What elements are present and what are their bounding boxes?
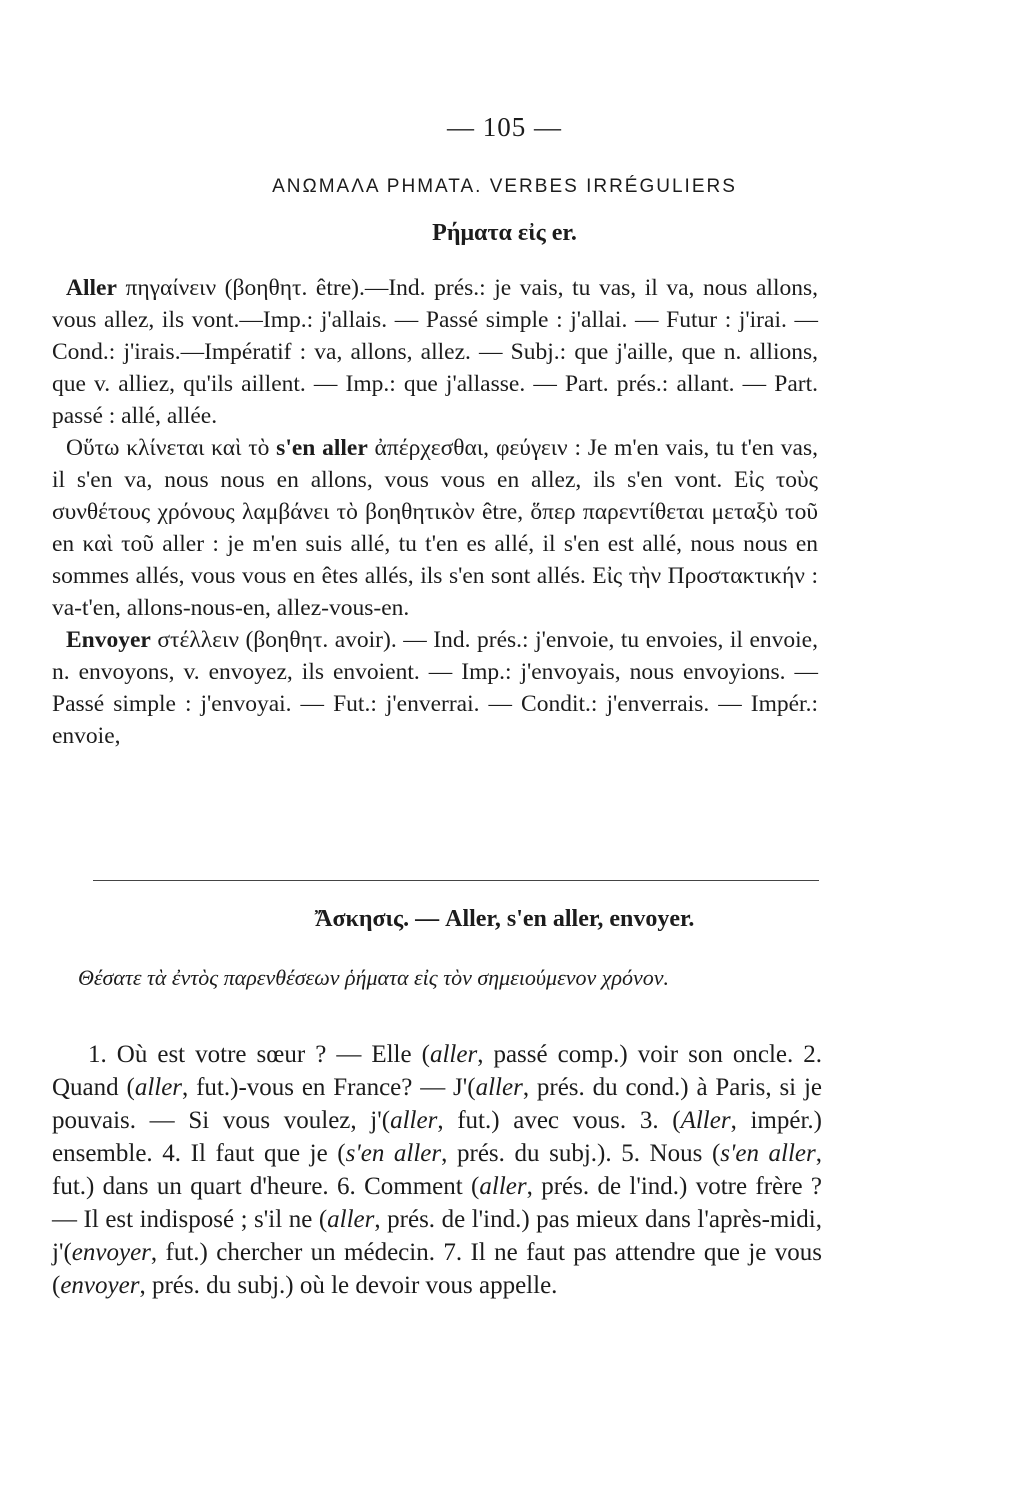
exercise-verb: aller — [327, 1206, 375, 1233]
entry-sen-aller-head: s'en aller — [276, 435, 368, 461]
exercise-segment: , prés. de l'ind.) pas mieux dans l'après-midi, j'( — [52, 1206, 823, 1266]
exercise-segment: , fut.) dans un quart d'heure. 6. Comment ( — [52, 1140, 823, 1200]
exercise-verb: aller — [479, 1173, 527, 1200]
exercise-verb: envoyer — [60, 1272, 140, 1299]
exercise-title: Ἄσκησις. — Aller, s'en aller, envoyer. — [314, 906, 695, 932]
entry-aller-text: πηγαίνειν (βοηθητ. être).—Ind. prés.: je vais, tu vas, il va, nous allons, vous allez, ils vont.—Imp.: j'allais. — Passé simple : j'allai. — Futur : j'irai. — Cond.: j'irais.—Impératif : va, allons, allez. — Subj.: que j'aille, que n. allions, que v. alliez, qu'ils aillent. — Imp.: que j'allasse. — Part. prés.: allant. — Part. passé : allé, allée. — [52, 275, 818, 429]
entry-aller-head: Aller — [66, 275, 117, 301]
exercise-verb: aller — [134, 1074, 183, 1101]
exercise-verb: aller — [390, 1107, 438, 1134]
exercise-segment: , prés. du cond.) à Paris, si je pouvais. — Si vous voulez, j'( — [52, 1074, 822, 1134]
verb-entries — [52, 272, 818, 752]
exercise-segment: , prés. du subj.). 5. Nous ( — [441, 1140, 721, 1167]
entry-envoyer — [52, 624, 818, 752]
exercise-verb: s'en aller — [720, 1140, 816, 1167]
exercise-segment: , fut.) chercher un médecin. 7. Il ne faut pas attendre que je vous ( — [52, 1239, 822, 1299]
exercise-text — [52, 1038, 822, 1302]
entry-envoyer-text: στέλλειν (βοηθητ. avoir). — Ind. prés.: j'envoie, tu envoies, il envoie, n. envoyons, v. envoyez, ils envoient. — Imp.: j'envoyais, nous envoyions. — Passé simple : j'envoyai. — Fut.: j'enverrai. — Condit.: j'enverrais. — Impér.: envoie, — [52, 627, 818, 749]
divider-rule — [93, 880, 819, 881]
exercise-segment: 1. Où est votre sœur ? — Elle ( — [88, 1041, 430, 1068]
exercise-instruction: Θέσατε τὰ ἐντὸς παρενθέσεων ῥήματα εἰς τὸν σημειούμενον χρόνον. — [78, 965, 670, 990]
exercise-segment: , passé comp.) voir son oncle. 2. Quand ( — [52, 1041, 823, 1101]
exercise-verb: aller — [475, 1074, 523, 1101]
entry-envoyer-head: Envoyer — [66, 627, 151, 653]
exercise-verb: envoyer — [71, 1239, 151, 1266]
exercise-segment: , impér.) ensemble. 4. Il faut que je ( — [52, 1107, 823, 1167]
exercise-segment: , fut.) avec vous. 3. ( — [437, 1107, 681, 1134]
entry-sen-aller-text: ἀπέρχεσθαι, φεύγειν : Je m'en vais, tu t'en vas, il s'en va, nous nous en allons, vous vous en allez, ils s'en vont. Εἰς τοὺς συνθέτους χρόνους λαμβάνει τὸ βοηθητικὸν être, ὅπερ παρεντίθεται μεταξὺ τοῦ en καὶ τοῦ aller : je m'en suis allé, tu t'en es allé, il s'en est allé, nous nous en sommes allés, vous vous en êtes allés, ils s'en sont allés. Εἰς τὴν Προστακτικήν : va-t'en, allons-nous-en, allez-vous-en. — [52, 435, 818, 621]
entry-sen-aller-intro: Οὕτω κλίνεται καὶ τὸ — [66, 435, 277, 461]
entry-aller — [52, 272, 818, 432]
exercise-segment: , fut.)-vous en France? — J'( — [182, 1074, 476, 1101]
section-title: ΑΝΩΜΑΛΑ ΡΗΜΑΤΑ. VERBES IRRÉGULIERS — [272, 176, 737, 197]
exercise-verb: Aller — [680, 1107, 731, 1134]
exercise-segment: , prés. du subj.) où le devoir vous appelle. — [139, 1272, 558, 1299]
exercise-verb: aller — [429, 1041, 478, 1068]
exercise-verb: s'en aller — [345, 1140, 442, 1167]
page-number: — 105 — — [447, 112, 562, 142]
section-subtitle: Ρήματα εἰς er. — [432, 220, 577, 246]
exercise-segment: , prés. de l'ind.) votre frère ? — Il est indisposé ; s'il ne ( — [52, 1173, 822, 1233]
entry-sen-aller — [52, 432, 818, 624]
